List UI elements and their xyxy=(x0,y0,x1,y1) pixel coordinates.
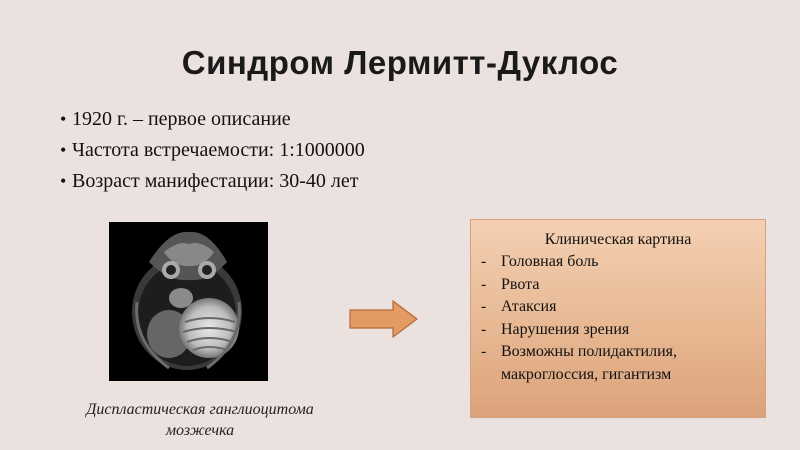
fact-item: • 1920 г. – первое описание xyxy=(60,104,365,135)
bullet-dot-icon: • xyxy=(60,109,67,129)
image-caption: Диспластическая ганглиоцитома мозжечка xyxy=(86,401,314,439)
symptom-item: - Атаксия xyxy=(481,298,557,315)
fact-item: • Возраст манифестации: 30-40 лет xyxy=(60,166,365,197)
bullet-dot-icon: • xyxy=(60,140,67,160)
symptom-item: - Рвота xyxy=(481,275,540,293)
symptom-item: - Нарушения зрения xyxy=(481,320,630,338)
symptom-item: - Головная боль xyxy=(481,253,599,270)
slide-title: Синдром Лермитт-Дуклос xyxy=(181,44,619,81)
mri-scan-image xyxy=(109,222,268,381)
clinical-picture-box xyxy=(470,219,766,418)
fact-item: • Частота встречаемости: 1:1000000 xyxy=(60,135,365,166)
arrow-right-icon xyxy=(349,300,419,338)
symptom-item: - Возможны полидактилия, макроглоссия, гигантизм xyxy=(481,343,678,383)
fact-list xyxy=(60,104,365,197)
symptom-list xyxy=(471,251,765,386)
bullet-dot-icon: • xyxy=(60,171,67,191)
clinical-picture-title: Клиническая картина xyxy=(544,231,692,248)
